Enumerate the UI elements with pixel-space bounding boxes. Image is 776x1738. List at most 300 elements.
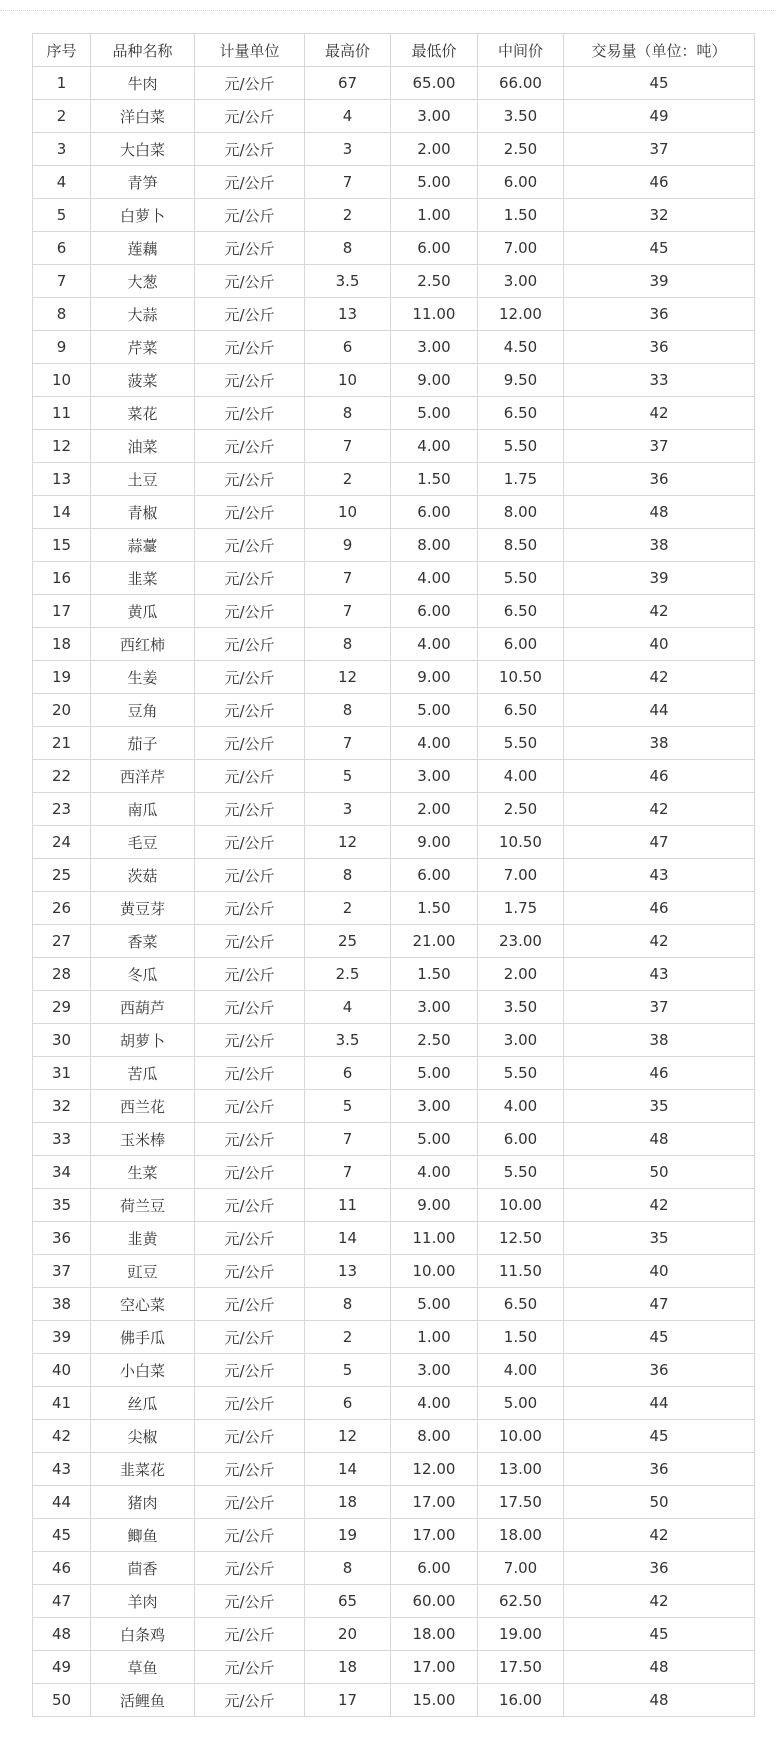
- table-row: [33, 298, 755, 331]
- cell-index: 50: [33, 1684, 91, 1717]
- cell-index: 4: [33, 166, 91, 199]
- cell-volume: 36: [564, 1552, 755, 1585]
- cell-index: 38: [33, 1288, 91, 1321]
- cell-min-price: 4.00: [391, 1156, 478, 1189]
- cell-name: 西红柿: [91, 628, 195, 661]
- cell-index: 1: [33, 67, 91, 100]
- cell-mid-price: 2.50: [478, 133, 564, 166]
- table-row: [33, 364, 755, 397]
- cell-index: 21: [33, 727, 91, 760]
- cell-mid-price: 6.50: [478, 1288, 564, 1321]
- cell-max-price: 10: [305, 364, 391, 397]
- cell-name: 香菜: [91, 925, 195, 958]
- cell-min-price: 2.50: [391, 1024, 478, 1057]
- cell-max-price: 5: [305, 760, 391, 793]
- header-min-price: 最低价: [391, 34, 478, 67]
- cell-volume: 36: [564, 1453, 755, 1486]
- table-row: [33, 760, 755, 793]
- cell-name: 韭菜花: [91, 1453, 195, 1486]
- cell-min-price: 5.00: [391, 397, 478, 430]
- cell-min-price: 1.50: [391, 958, 478, 991]
- cell-mid-price: 10.00: [478, 1420, 564, 1453]
- cell-unit: 元/公斤: [195, 397, 305, 430]
- cell-unit: 元/公斤: [195, 496, 305, 529]
- cell-max-price: 7: [305, 166, 391, 199]
- cell-volume: 38: [564, 1024, 755, 1057]
- cell-mid-price: 62.50: [478, 1585, 564, 1618]
- cell-max-price: 13: [305, 1255, 391, 1288]
- cell-volume: 33: [564, 364, 755, 397]
- table-row: [33, 529, 755, 562]
- cell-min-price: 65.00: [391, 67, 478, 100]
- cell-unit: 元/公斤: [195, 958, 305, 991]
- cell-unit: 元/公斤: [195, 529, 305, 562]
- cell-unit: 元/公斤: [195, 727, 305, 760]
- cell-index: 34: [33, 1156, 91, 1189]
- cell-max-price: 10: [305, 496, 391, 529]
- cell-index: 47: [33, 1585, 91, 1618]
- cell-volume: 48: [564, 1684, 755, 1717]
- cell-unit: 元/公斤: [195, 133, 305, 166]
- cell-max-price: 12: [305, 1420, 391, 1453]
- cell-volume: 47: [564, 1288, 755, 1321]
- cell-max-price: 7: [305, 430, 391, 463]
- cell-min-price: 6.00: [391, 859, 478, 892]
- cell-volume: 45: [564, 1420, 755, 1453]
- cell-mid-price: 5.50: [478, 1156, 564, 1189]
- cell-index: 30: [33, 1024, 91, 1057]
- cell-index: 17: [33, 595, 91, 628]
- cell-index: 5: [33, 199, 91, 232]
- cell-name: 生姜: [91, 661, 195, 694]
- cell-min-price: 6.00: [391, 496, 478, 529]
- table-row: [33, 1453, 755, 1486]
- cell-unit: 元/公斤: [195, 1453, 305, 1486]
- table-header-row: [33, 34, 755, 67]
- cell-index: 45: [33, 1519, 91, 1552]
- cell-name: 大蒜: [91, 298, 195, 331]
- cell-index: 15: [33, 529, 91, 562]
- cell-volume: 47: [564, 826, 755, 859]
- cell-name: 青椒: [91, 496, 195, 529]
- table-row: [33, 331, 755, 364]
- cell-volume: 46: [564, 1057, 755, 1090]
- cell-min-price: 9.00: [391, 364, 478, 397]
- cell-name: 莲藕: [91, 232, 195, 265]
- cell-unit: 元/公斤: [195, 1486, 305, 1519]
- cell-index: 43: [33, 1453, 91, 1486]
- header-mid-price: 中间价: [478, 34, 564, 67]
- cell-name: 生菜: [91, 1156, 195, 1189]
- cell-unit: 元/公斤: [195, 100, 305, 133]
- cell-unit: 元/公斤: [195, 1552, 305, 1585]
- cell-min-price: 5.00: [391, 166, 478, 199]
- cell-name: 鲫鱼: [91, 1519, 195, 1552]
- cell-index: 46: [33, 1552, 91, 1585]
- cell-mid-price: 6.50: [478, 694, 564, 727]
- cell-name: 菠菜: [91, 364, 195, 397]
- cell-max-price: 25: [305, 925, 391, 958]
- cell-max-price: 9: [305, 529, 391, 562]
- cell-min-price: 17.00: [391, 1651, 478, 1684]
- cell-name: 茨菇: [91, 859, 195, 892]
- cell-unit: 元/公斤: [195, 628, 305, 661]
- cell-name: 草鱼: [91, 1651, 195, 1684]
- cell-unit: 元/公斤: [195, 694, 305, 727]
- cell-unit: 元/公斤: [195, 826, 305, 859]
- cell-mid-price: 4.00: [478, 1354, 564, 1387]
- cell-unit: 元/公斤: [195, 925, 305, 958]
- cell-index: 33: [33, 1123, 91, 1156]
- cell-min-price: 10.00: [391, 1255, 478, 1288]
- cell-min-price: 5.00: [391, 694, 478, 727]
- cell-max-price: 7: [305, 1123, 391, 1156]
- cell-min-price: 6.00: [391, 232, 478, 265]
- table-row: [33, 397, 755, 430]
- cell-unit: 元/公斤: [195, 1090, 305, 1123]
- cell-index: 20: [33, 694, 91, 727]
- cell-mid-price: 12.50: [478, 1222, 564, 1255]
- cell-mid-price: 8.00: [478, 496, 564, 529]
- cell-min-price: 3.00: [391, 991, 478, 1024]
- cell-mid-price: 19.00: [478, 1618, 564, 1651]
- cell-unit: 元/公斤: [195, 1387, 305, 1420]
- cell-max-price: 20: [305, 1618, 391, 1651]
- cell-volume: 45: [564, 232, 755, 265]
- cell-max-price: 12: [305, 661, 391, 694]
- cell-volume: 42: [564, 661, 755, 694]
- cell-max-price: 5: [305, 1090, 391, 1123]
- cell-min-price: 3.00: [391, 760, 478, 793]
- cell-index: 3: [33, 133, 91, 166]
- cell-max-price: 12: [305, 826, 391, 859]
- table-row: [33, 958, 755, 991]
- cell-volume: 42: [564, 925, 755, 958]
- table-row: [33, 1585, 755, 1618]
- cell-unit: 元/公斤: [195, 1684, 305, 1717]
- cell-index: 10: [33, 364, 91, 397]
- cell-name: 黄豆芽: [91, 892, 195, 925]
- cell-name: 丝瓜: [91, 1387, 195, 1420]
- top-divider: [0, 10, 776, 11]
- cell-volume: 48: [564, 496, 755, 529]
- cell-index: 39: [33, 1321, 91, 1354]
- cell-min-price: 15.00: [391, 1684, 478, 1717]
- cell-index: 32: [33, 1090, 91, 1123]
- cell-unit: 元/公斤: [195, 463, 305, 496]
- cell-max-price: 67: [305, 67, 391, 100]
- cell-index: 22: [33, 760, 91, 793]
- cell-min-price: 9.00: [391, 1189, 478, 1222]
- cell-unit: 元/公斤: [195, 1024, 305, 1057]
- table-row: [33, 892, 755, 925]
- cell-volume: 40: [564, 628, 755, 661]
- cell-name: 蒜薹: [91, 529, 195, 562]
- cell-unit: 元/公斤: [195, 793, 305, 826]
- cell-max-price: 5: [305, 1354, 391, 1387]
- cell-name: 玉米棒: [91, 1123, 195, 1156]
- cell-mid-price: 7.00: [478, 1552, 564, 1585]
- table-row: [33, 232, 755, 265]
- cell-volume: 49: [564, 100, 755, 133]
- cell-max-price: 2: [305, 892, 391, 925]
- cell-min-price: 9.00: [391, 826, 478, 859]
- cell-name: 毛豆: [91, 826, 195, 859]
- cell-max-price: 14: [305, 1222, 391, 1255]
- cell-name: 韭黄: [91, 1222, 195, 1255]
- cell-index: 35: [33, 1189, 91, 1222]
- cell-mid-price: 5.50: [478, 562, 564, 595]
- cell-unit: 元/公斤: [195, 364, 305, 397]
- cell-max-price: 8: [305, 628, 391, 661]
- cell-mid-price: 17.50: [478, 1651, 564, 1684]
- cell-name: 冬瓜: [91, 958, 195, 991]
- cell-index: 9: [33, 331, 91, 364]
- cell-unit: 元/公斤: [195, 1420, 305, 1453]
- cell-mid-price: 2.50: [478, 793, 564, 826]
- table-row: [33, 1420, 755, 1453]
- table-row: [33, 991, 755, 1024]
- cell-max-price: 65: [305, 1585, 391, 1618]
- table-row: [33, 1387, 755, 1420]
- cell-index: 36: [33, 1222, 91, 1255]
- cell-volume: 36: [564, 1354, 755, 1387]
- table-row: [33, 133, 755, 166]
- cell-volume: 37: [564, 430, 755, 463]
- cell-index: 12: [33, 430, 91, 463]
- cell-min-price: 3.00: [391, 1354, 478, 1387]
- cell-name: 韭菜: [91, 562, 195, 595]
- cell-unit: 元/公斤: [195, 199, 305, 232]
- cell-min-price: 4.00: [391, 727, 478, 760]
- cell-volume: 45: [564, 67, 755, 100]
- cell-min-price: 1.00: [391, 199, 478, 232]
- cell-volume: 37: [564, 991, 755, 1024]
- cell-min-price: 6.00: [391, 1552, 478, 1585]
- cell-volume: 48: [564, 1123, 755, 1156]
- cell-index: 2: [33, 100, 91, 133]
- cell-min-price: 12.00: [391, 1453, 478, 1486]
- cell-index: 24: [33, 826, 91, 859]
- cell-unit: 元/公斤: [195, 1618, 305, 1651]
- cell-max-price: 7: [305, 562, 391, 595]
- table-row: [33, 463, 755, 496]
- cell-unit: 元/公斤: [195, 1519, 305, 1552]
- cell-index: 27: [33, 925, 91, 958]
- cell-name: 油菜: [91, 430, 195, 463]
- cell-index: 16: [33, 562, 91, 595]
- cell-volume: 48: [564, 1651, 755, 1684]
- cell-min-price: 5.00: [391, 1123, 478, 1156]
- cell-mid-price: 23.00: [478, 925, 564, 958]
- cell-name: 佛手瓜: [91, 1321, 195, 1354]
- cell-name: 大白菜: [91, 133, 195, 166]
- cell-index: 48: [33, 1618, 91, 1651]
- cell-name: 西洋芹: [91, 760, 195, 793]
- cell-unit: 元/公斤: [195, 1354, 305, 1387]
- table-row: [33, 265, 755, 298]
- cell-volume: 45: [564, 1321, 755, 1354]
- cell-index: 8: [33, 298, 91, 331]
- table-row: [33, 1354, 755, 1387]
- cell-index: 11: [33, 397, 91, 430]
- cell-index: 40: [33, 1354, 91, 1387]
- cell-mid-price: 1.50: [478, 199, 564, 232]
- cell-unit: 元/公斤: [195, 1651, 305, 1684]
- cell-mid-price: 6.50: [478, 397, 564, 430]
- cell-unit: 元/公斤: [195, 1156, 305, 1189]
- table-row: [33, 1255, 755, 1288]
- cell-name: 茄子: [91, 727, 195, 760]
- table-row: [33, 67, 755, 100]
- cell-volume: 35: [564, 1090, 755, 1123]
- cell-min-price: 8.00: [391, 529, 478, 562]
- table-row: [33, 595, 755, 628]
- cell-unit: 元/公斤: [195, 661, 305, 694]
- cell-name: 白萝卜: [91, 199, 195, 232]
- cell-unit: 元/公斤: [195, 166, 305, 199]
- cell-mid-price: 7.00: [478, 859, 564, 892]
- cell-min-price: 11.00: [391, 298, 478, 331]
- cell-mid-price: 10.50: [478, 661, 564, 694]
- table-row: [33, 1024, 755, 1057]
- cell-mid-price: 10.00: [478, 1189, 564, 1222]
- cell-index: 41: [33, 1387, 91, 1420]
- cell-max-price: 3: [305, 793, 391, 826]
- cell-min-price: 4.00: [391, 430, 478, 463]
- cell-index: 29: [33, 991, 91, 1024]
- cell-min-price: 8.00: [391, 1420, 478, 1453]
- cell-min-price: 5.00: [391, 1057, 478, 1090]
- cell-mid-price: 3.00: [478, 265, 564, 298]
- cell-name: 南瓜: [91, 793, 195, 826]
- header-max-price: 最高价: [305, 34, 391, 67]
- cell-unit: 元/公斤: [195, 1057, 305, 1090]
- cell-min-price: 17.00: [391, 1519, 478, 1552]
- table-row: [33, 925, 755, 958]
- cell-max-price: 7: [305, 727, 391, 760]
- cell-mid-price: 7.00: [478, 232, 564, 265]
- cell-max-price: 8: [305, 694, 391, 727]
- cell-name: 黄瓜: [91, 595, 195, 628]
- cell-volume: 42: [564, 1519, 755, 1552]
- cell-min-price: 6.00: [391, 595, 478, 628]
- cell-max-price: 2: [305, 463, 391, 496]
- cell-mid-price: 4.50: [478, 331, 564, 364]
- cell-max-price: 8: [305, 1288, 391, 1321]
- cell-mid-price: 6.50: [478, 595, 564, 628]
- cell-index: 26: [33, 892, 91, 925]
- header-index: 序号: [33, 34, 91, 67]
- cell-name: 苦瓜: [91, 1057, 195, 1090]
- cell-volume: 36: [564, 298, 755, 331]
- header-volume: 交易量（单位：吨）: [564, 34, 755, 67]
- cell-index: 18: [33, 628, 91, 661]
- cell-volume: 38: [564, 727, 755, 760]
- cell-index: 23: [33, 793, 91, 826]
- cell-name: 小白菜: [91, 1354, 195, 1387]
- cell-volume: 38: [564, 529, 755, 562]
- cell-name: 白条鸡: [91, 1618, 195, 1651]
- header-unit: 计量单位: [195, 34, 305, 67]
- cell-mid-price: 6.00: [478, 628, 564, 661]
- cell-name: 尖椒: [91, 1420, 195, 1453]
- table-row: [33, 166, 755, 199]
- cell-volume: 42: [564, 793, 755, 826]
- cell-volume: 42: [564, 397, 755, 430]
- cell-mid-price: 5.50: [478, 727, 564, 760]
- cell-unit: 元/公斤: [195, 67, 305, 100]
- cell-max-price: 11: [305, 1189, 391, 1222]
- cell-unit: 元/公斤: [195, 1123, 305, 1156]
- cell-unit: 元/公斤: [195, 892, 305, 925]
- cell-index: 37: [33, 1255, 91, 1288]
- cell-volume: 42: [564, 595, 755, 628]
- cell-mid-price: 1.50: [478, 1321, 564, 1354]
- cell-min-price: 17.00: [391, 1486, 478, 1519]
- cell-max-price: 2.5: [305, 958, 391, 991]
- cell-name: 羊肉: [91, 1585, 195, 1618]
- cell-unit: 元/公斤: [195, 331, 305, 364]
- cell-max-price: 7: [305, 1156, 391, 1189]
- cell-mid-price: 6.00: [478, 1123, 564, 1156]
- table-row: [33, 1618, 755, 1651]
- cell-index: 14: [33, 496, 91, 529]
- cell-max-price: 14: [305, 1453, 391, 1486]
- cell-mid-price: 5.50: [478, 1057, 564, 1090]
- cell-name: 荷兰豆: [91, 1189, 195, 1222]
- cell-min-price: 2.50: [391, 265, 478, 298]
- cell-min-price: 21.00: [391, 925, 478, 958]
- table-row: [33, 1156, 755, 1189]
- cell-index: 6: [33, 232, 91, 265]
- cell-unit: 元/公斤: [195, 595, 305, 628]
- table-row: [33, 430, 755, 463]
- cell-mid-price: 9.50: [478, 364, 564, 397]
- cell-index: 13: [33, 463, 91, 496]
- cell-name: 猪肉: [91, 1486, 195, 1519]
- cell-mid-price: 6.00: [478, 166, 564, 199]
- cell-max-price: 3.5: [305, 1024, 391, 1057]
- cell-max-price: 2: [305, 1321, 391, 1354]
- cell-max-price: 18: [305, 1651, 391, 1684]
- cell-min-price: 1.50: [391, 463, 478, 496]
- cell-name: 菜花: [91, 397, 195, 430]
- table-row: [33, 199, 755, 232]
- cell-max-price: 8: [305, 1552, 391, 1585]
- cell-unit: 元/公斤: [195, 1288, 305, 1321]
- cell-volume: 42: [564, 1189, 755, 1222]
- cell-mid-price: 10.50: [478, 826, 564, 859]
- cell-index: 19: [33, 661, 91, 694]
- cell-name: 胡萝卜: [91, 1024, 195, 1057]
- cell-volume: 45: [564, 1618, 755, 1651]
- cell-index: 31: [33, 1057, 91, 1090]
- table-row: [33, 793, 755, 826]
- cell-name: 豇豆: [91, 1255, 195, 1288]
- table-row: [33, 1222, 755, 1255]
- cell-max-price: 8: [305, 232, 391, 265]
- cell-volume: 36: [564, 463, 755, 496]
- cell-volume: 32: [564, 199, 755, 232]
- cell-volume: 39: [564, 265, 755, 298]
- cell-min-price: 5.00: [391, 1288, 478, 1321]
- cell-mid-price: 17.50: [478, 1486, 564, 1519]
- table-row: [33, 1651, 755, 1684]
- cell-index: 49: [33, 1651, 91, 1684]
- cell-mid-price: 8.50: [478, 529, 564, 562]
- cell-volume: 46: [564, 760, 755, 793]
